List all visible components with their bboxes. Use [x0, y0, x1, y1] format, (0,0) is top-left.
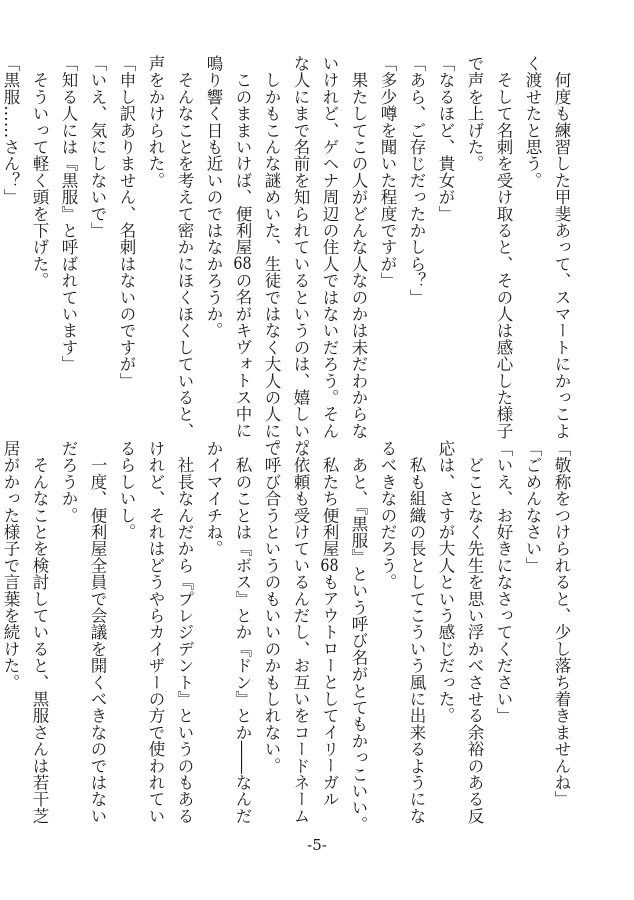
- text-line: そういって軽く頭を下げた。: [30, 55, 49, 289]
- text-line: く渡せたと思う。: [523, 55, 542, 189]
- text-line: 何度も練習した甲斐あって、スマートにかっこよ: [552, 55, 571, 440]
- text-line: るべきなのだろう。: [378, 440, 397, 591]
- text-line: 「敬称をつけられると、少し落ち着きませんね」: [552, 440, 571, 808]
- text-line: そして名刺を受け取ると、その人は感心した様子: [494, 55, 513, 440]
- text-line: で呼び合うというのもいいのかもしれない。: [262, 440, 281, 774]
- page-number: -5-: [307, 836, 327, 854]
- text-line: 声をかけられた。: [146, 55, 165, 189]
- text-line: 私のことは『ボス』とか『ドン』とか――なんだ: [233, 440, 252, 825]
- text-line: 「なるほど、貴女が」: [436, 55, 455, 222]
- text-line: いけれど、ゲヘナ周辺の住人ではないだろう。そん: [320, 55, 339, 440]
- text-line: 果たしてこの人がどんな人なのかは未だわからな: [349, 55, 368, 440]
- text-line: るらしいし。: [117, 440, 136, 541]
- text-line: そんなことを考えて密かにほくほくしていると、: [175, 55, 194, 440]
- text-line: 一度、便利屋全員で会議を開くべきなのではない: [88, 440, 107, 825]
- text-line: 鳴り響く日も近いのではなかろうか。: [204, 55, 223, 339]
- text-line: 応は、さすが大人という感じだった。: [436, 440, 455, 724]
- text-line: な依頼も受けているんだし、お互いをコードネーム: [291, 440, 310, 825]
- text-line: 「いえ、気にしないで」: [88, 55, 107, 239]
- upper-text-block: [0, 55, 576, 456]
- text-line: だろうか。: [59, 440, 78, 524]
- text-line: 「多少噂を聞いた程度ですが」: [378, 55, 397, 289]
- text-line: けれど、それはどうやらカイザーの方で使われてい: [146, 440, 165, 825]
- text-line: しかもこんな謎めいた、生徒ではなく大人の人に。: [262, 55, 281, 456]
- text-line: な人にまで名前を知られているというのは、嬉しい。: [291, 55, 310, 456]
- text-line: 「知る人には『黒服』と呼ばれています」: [59, 55, 78, 373]
- lower-text-block: [0, 440, 576, 833]
- text-line: かイマイチね。: [204, 440, 223, 557]
- text-line: で声を上げた。: [465, 55, 484, 172]
- text-line: このままいけば、便利屋68の名がキヴォトス中に: [233, 55, 252, 439]
- text-line: そんなことを検討していると、黒服さんは若干芝: [30, 440, 49, 825]
- text-line: 社長なんだから『プレジデント』というのもある: [175, 440, 194, 825]
- text-line: 「黒服……さん？」: [1, 55, 20, 206]
- text-line: 居がかった様子で言葉を続けた。: [1, 440, 20, 691]
- text-line: 「いえ、お好きになさってください」: [494, 440, 513, 724]
- text-line: 「あら、ご存じだったかしら？」: [407, 55, 426, 306]
- text-line: 私も組織の長としてこういう風に出来るようにな: [407, 440, 426, 825]
- text-line: あと、『黒服』という呼び名がとてもかっこいい。: [349, 440, 368, 833]
- text-line: どことなく先生を思い浮かべさせる余裕のある反: [465, 440, 484, 825]
- text-line: 「ごめんなさい」: [523, 440, 542, 574]
- text-line: 「申し訳ありません、名刺はないのですが」: [117, 55, 136, 389]
- text-line: 私たち便利屋68もアウトローとしてイリーガル: [320, 440, 339, 808]
